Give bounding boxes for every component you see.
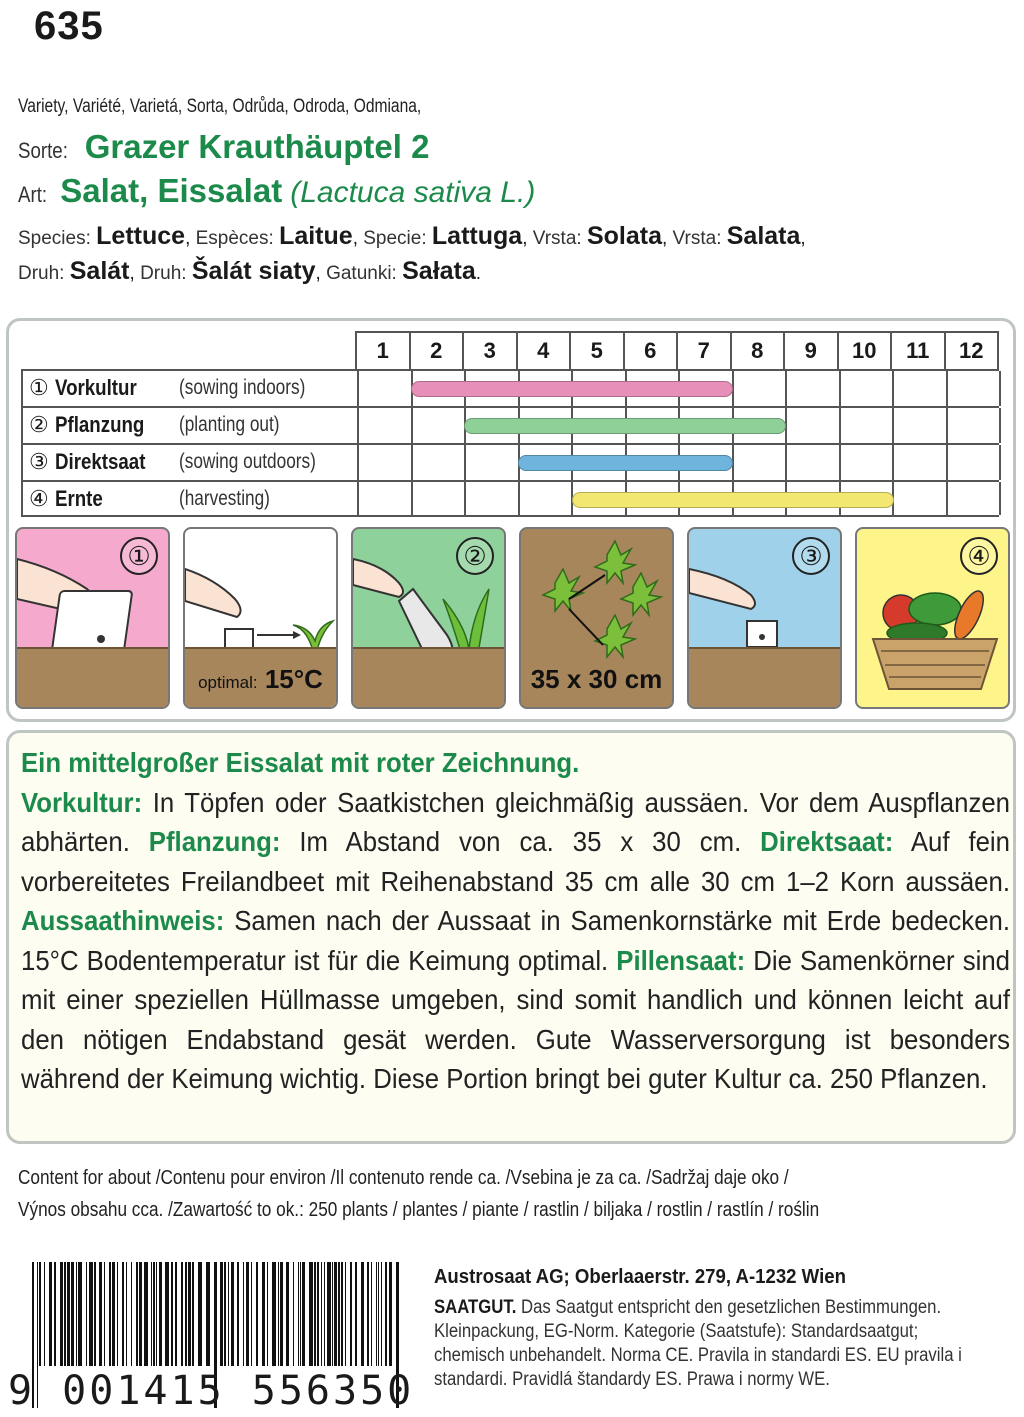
month-header [355, 331, 999, 369]
month-cell: 12 [959, 338, 984, 363]
barcode-bar [185, 1262, 187, 1366]
barcode-bar [64, 1262, 66, 1366]
barcode-bar [317, 1262, 319, 1366]
barcode-bar [39, 1262, 41, 1366]
barcode-bar [272, 1262, 276, 1366]
month-cell: 3 [464, 333, 518, 369]
barcode-bar [44, 1262, 45, 1366]
text-vorkultur: In Töpfen oder Saatkistchen gleichmäßig aussäen. Vor dem Auspflanzen abhärten. [21, 786, 1010, 857]
cultivation-description [6, 730, 1016, 1144]
month-cell: 9 [785, 333, 839, 369]
barcode-bar [345, 1262, 346, 1366]
barcode-bar [243, 1262, 244, 1366]
species-translation: Salata [726, 222, 801, 250]
barcode-bar [86, 1262, 87, 1366]
barcode-bar [94, 1262, 96, 1366]
heading-pflanzung: Pflanzung: [148, 826, 281, 857]
barcode-bar [131, 1262, 132, 1366]
barcode-bar [153, 1262, 155, 1366]
barcode-bar [104, 1262, 105, 1366]
species-lang-label: Gatunki: [326, 263, 397, 284]
barcode-bar [67, 1262, 70, 1366]
species-lang-label: Espèces: [195, 228, 274, 249]
row-label: Direktsaat [54, 449, 146, 474]
barcode-bar [246, 1262, 249, 1366]
barcode-bar [220, 1262, 223, 1366]
barcode-digits: 9 001415 556350 [8, 1368, 415, 1414]
row-number: ④ [29, 486, 49, 511]
calendar-row-ernte [21, 480, 999, 517]
barcode-bar [109, 1262, 111, 1366]
species-lang-label: Specie: [363, 228, 427, 249]
species-lang-label: Species: [18, 228, 91, 249]
calendar-bar [572, 492, 894, 508]
row-label-en: (harvesting) [179, 487, 270, 510]
barcode-bar [302, 1262, 305, 1366]
barcode-bar [139, 1262, 142, 1366]
barcode-bar [122, 1262, 124, 1366]
barcode-bar [381, 1262, 382, 1366]
row-label: Ernte [54, 486, 103, 511]
barcode-bar [71, 1262, 74, 1366]
calendar-bar [464, 418, 786, 434]
month-cell: 8 [732, 333, 786, 369]
barcode-bar [224, 1262, 226, 1366]
text-direktsaat: Auf fein vorbereitetes Freilandbeet mit Reihenabstand 35 cm alle 30 cm 1–2 Korn aussäen. [21, 826, 1010, 897]
row-label: Vorkultur [54, 375, 137, 400]
barcode-bar [321, 1262, 322, 1366]
species-translation: Laitue [279, 222, 353, 250]
barcode-bar [251, 1262, 252, 1366]
barcode-bar [151, 1262, 152, 1366]
barcode-bar [175, 1262, 177, 1366]
caption-prefix: optimal: [198, 673, 258, 692]
barcode-bar [181, 1262, 183, 1366]
barcode-bar [378, 1262, 379, 1366]
text-aussaathinweis: Samen nach der Aussaat in Samenkornstärke mit Erde bedecken. 15°C Bodentemperatur ist für die Keimung optimal. [21, 905, 1011, 976]
barcode-bar [198, 1262, 202, 1366]
species-lang-label: Druh: [140, 263, 187, 284]
barcode-bar [293, 1262, 294, 1366]
barcode-bar [385, 1262, 387, 1366]
calendar-row-vorkultur [21, 369, 999, 406]
row-label-en: (sowing indoors) [179, 376, 306, 399]
barcode-bar [49, 1262, 52, 1366]
calendar-row-direktsaat [21, 443, 999, 480]
month-cell: 7 [678, 333, 732, 369]
species-translation: Solata [586, 222, 662, 250]
variety-row [18, 128, 429, 166]
barcode-bar [171, 1262, 173, 1366]
caption-value: 15°C [264, 664, 323, 694]
pictogram-sowing-outdoors [687, 527, 842, 709]
barcode-bar [144, 1262, 148, 1366]
art-label: Art: [18, 182, 48, 207]
month-cell: 4 [518, 333, 572, 369]
company-address: Austrosaat AG; Oberlaaerstr. 279, A-1232 Wien [434, 1266, 846, 1288]
step-number-badge: ③ [792, 537, 830, 575]
barcode-bar [355, 1262, 357, 1366]
row-label: Pflanzung [54, 412, 145, 437]
barcode-bar [206, 1262, 210, 1366]
heading-vorkultur: Vorkultur: [21, 786, 143, 818]
species-translation: Lettuce [96, 222, 186, 250]
description-intro: Ein mittelgroßer Eissalat mit roter Zeichnung. [21, 747, 580, 778]
legal-text: Das Saatgut entspricht den gesetzlichen Bestimmungen. Kleinpackung, EG-Norm. Kategorie (Saatstufe): Standardsaatgut; chemisch unbehandelt. Norma CE. Pravila in standardi ES. EU pravila i standardi. Pravidlá štandardy ES. Prawa i normy WE. [434, 1297, 962, 1390]
species-translation: Šalát siaty [191, 257, 316, 285]
temperature-caption [185, 664, 336, 695]
heading-direktsaat: Direktsaat: [760, 826, 894, 857]
barcode-bar [334, 1262, 337, 1366]
barcode-bar [228, 1262, 229, 1366]
barcode-bar [376, 1262, 377, 1366]
pictogram-sowing-indoors [15, 527, 170, 709]
spacing-caption: 35 x 30 cm [530, 664, 663, 694]
calendar-bar [411, 381, 733, 397]
month-cell: 2 [411, 333, 465, 369]
species-translation: Salát [69, 257, 130, 285]
barcode-bar [78, 1262, 82, 1366]
month-cell: 11 [892, 333, 946, 369]
barcode-bar [231, 1262, 234, 1366]
barcode-bar [367, 1262, 369, 1366]
pictogram-planting-out [351, 527, 506, 709]
barcode-bar [54, 1262, 56, 1366]
barcode-bar [298, 1262, 299, 1366]
step-number-badge: ④ [960, 537, 998, 575]
barcode-bar [117, 1262, 118, 1366]
content-line-1: Content for about /Contenu pour environ /Il contenuto rende ca. /Vsebina je za ca. /Sadržaj daje oko / [18, 1167, 789, 1189]
heading-aussaathinweis: Aussaathinweis: [21, 905, 225, 936]
variety-label-languages: Variety, Variété, Varietá, Sorta, Odrůda, Odroda, Odmiana, [18, 96, 422, 117]
barcode-bar [280, 1262, 283, 1366]
barcode-bar [99, 1262, 102, 1366]
latin-name: (Lactuca sativa L.) [290, 176, 536, 209]
content-quantity-note [18, 1162, 819, 1226]
barcode-bar [371, 1262, 372, 1366]
barcode-bar [314, 1262, 316, 1366]
pictogram-germination [183, 527, 338, 709]
species-row [18, 172, 535, 210]
barcode-bar [159, 1262, 162, 1366]
barcode-bar [262, 1262, 265, 1366]
barcode-bar [341, 1262, 343, 1366]
month-cell: 1 [357, 333, 411, 369]
barcode-bar [338, 1262, 340, 1366]
row-number: ② [29, 412, 49, 437]
instruction-pictograms [15, 527, 1015, 709]
barcode-bar [327, 1262, 331, 1366]
legal-notice [434, 1296, 980, 1392]
species-translation: Sałata [402, 257, 476, 285]
heading-pillensaat: Pillensaat: [616, 944, 746, 976]
barcode-bar [324, 1262, 325, 1366]
barcode-bar [60, 1262, 63, 1366]
step-number-badge: ① [120, 537, 158, 575]
sorte-label: Sorte: [18, 138, 68, 163]
pictogram-spacing [519, 527, 674, 709]
barcode-bar [136, 1262, 138, 1366]
barcode-bar [286, 1262, 289, 1366]
content-line-2: Výnos obsahu cca. /Zawartość to ok.: 250 plants / plantes / piante / rastlin / biljaka / rostlin / rastlín / roślin [18, 1199, 820, 1221]
species-translations-2: Druh: Salát, Druh: Šalát siaty, Gatunki: Sałata. [18, 257, 482, 285]
barcode-bar [361, 1262, 364, 1366]
barcode-bar [389, 1262, 392, 1366]
barcode-bar [309, 1262, 313, 1366]
month-cell: 10 [839, 333, 893, 369]
barcode-bar [350, 1262, 352, 1366]
barcode-bar [76, 1262, 77, 1366]
calendar-bar [518, 455, 733, 471]
text-pflanzung: Im Abstand von ca. 35 x 30 cm. [280, 826, 761, 857]
barcode-bar [332, 1262, 333, 1366]
legal-heading: SAATGUT. [434, 1297, 517, 1318]
row-number: ① [29, 375, 49, 400]
row-label-en: (planting out) [179, 413, 280, 436]
barcode-bar [112, 1262, 115, 1366]
barcode-bar [192, 1262, 194, 1366]
text-pillensaat: Die Samenkörner sind mit einer speziellen Hüllmasse umgeben, sind somit handlich und können leicht auf den nötigen Endabstand gesät werden. Gute Wasserversorgung ist besonders während der Keimung wichtig. Diese Portion bringt bei guter Kultur ca. 250 Pflanzen. [21, 944, 1010, 1094]
barcode-bar [89, 1262, 93, 1366]
barcode-bar [300, 1262, 301, 1366]
barcode-bar [156, 1262, 157, 1366]
barcode-bar [165, 1262, 169, 1366]
month-cell: 6 [625, 333, 679, 369]
species-translations-1: Species: Lettuce, Espèces: Laitue, Specie: Lattuga, Vrsta: Solata, Vrsta: Salata, [18, 222, 806, 250]
barcode-bar [237, 1262, 239, 1366]
step-number-badge: ② [456, 537, 494, 575]
species-translation: Lattuga [431, 222, 523, 250]
species-lang-label: Vrsta: [672, 228, 722, 249]
sowing-calendar-panel [6, 318, 1016, 722]
calendar-row-pflanzung [21, 406, 999, 443]
variety-name: Grazer Krauthäuptel 2 [84, 128, 430, 165]
barcode-bar [256, 1262, 258, 1366]
barcode-bar [267, 1262, 268, 1366]
species-name: Salat, Eissalat [60, 172, 283, 209]
row-label-en: (sowing outdoors) [179, 450, 316, 473]
barcode-bar [278, 1262, 279, 1366]
product-number: 635 [34, 4, 104, 48]
barcode-bar [188, 1262, 191, 1366]
barcode-bar [126, 1262, 127, 1366]
month-cell: 5 [571, 333, 625, 369]
species-lang-label: Druh: [18, 263, 65, 284]
species-lang-label: Vrsta: [532, 228, 582, 249]
pictogram-harvesting [855, 527, 1010, 709]
row-number: ③ [29, 449, 49, 474]
